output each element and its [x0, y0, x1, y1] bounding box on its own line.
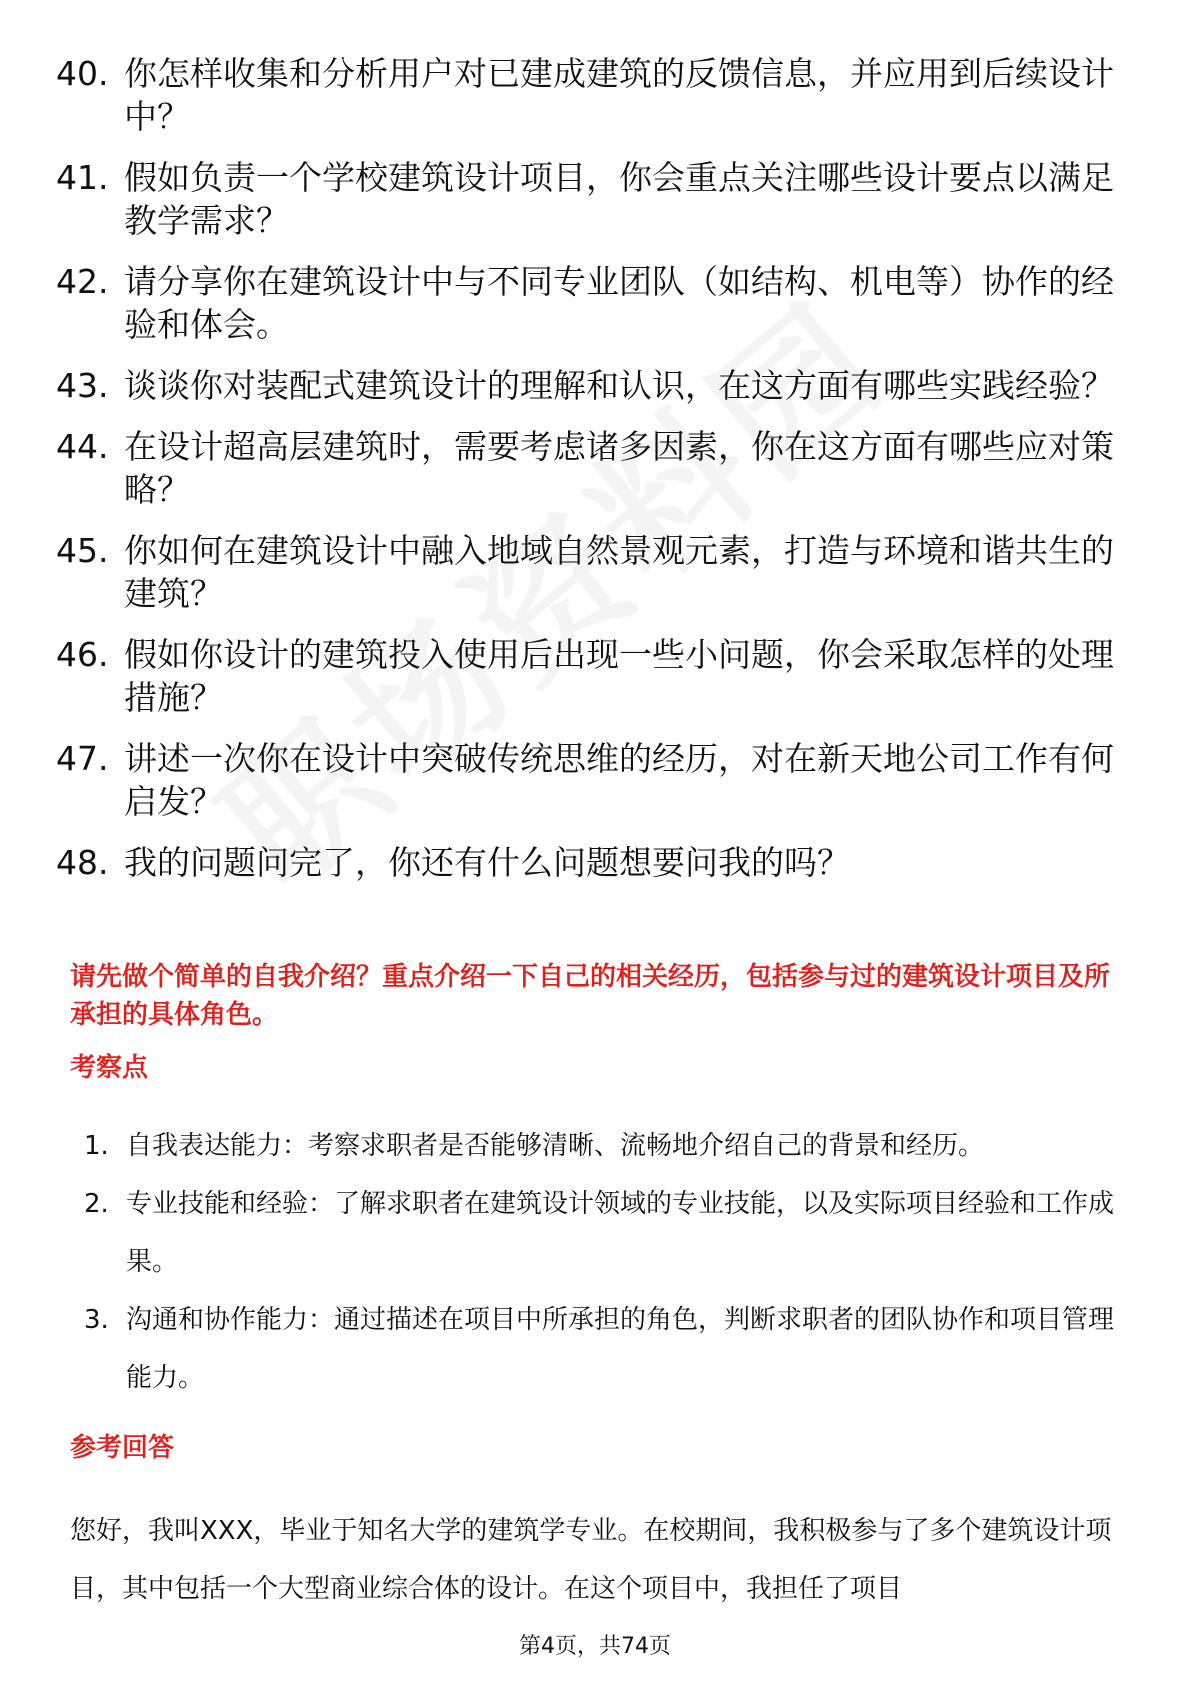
question-item [56, 52, 1126, 138]
question-item [56, 529, 1126, 615]
question-number: 43. [56, 366, 109, 405]
question-list [56, 52, 1126, 902]
question-number: 47. [56, 739, 109, 778]
list-item-number: 1. [84, 1131, 109, 1161]
question-number: 48. [56, 843, 109, 882]
question-text: 谈谈你对装配式建筑设计的理解和认识，在这方面有哪些实践经验？ [124, 366, 1114, 405]
question-item [56, 841, 1126, 884]
list-item [84, 1117, 1124, 1175]
list-item [84, 1175, 1124, 1291]
question-number: 40. [56, 54, 109, 93]
assessment-points-list [84, 1117, 1124, 1407]
question-item [56, 364, 1126, 407]
section-heading-answer: 参考回答 [70, 1433, 175, 1463]
question-item [56, 633, 1126, 719]
section-heading-points: 考察点 [70, 1053, 149, 1083]
question-text: 讲述一次你在设计中突破传统思维的经历，对在新天地公司工作有何启发？ [124, 739, 1114, 821]
question-number: 46. [56, 635, 109, 674]
question-item [56, 156, 1126, 242]
list-item-number: 2. [84, 1189, 109, 1219]
list-item [84, 1291, 1124, 1407]
list-item-text: 沟通和协作能力：通过描述在项目中所承担的角色，判断求职者的团队协作和项目管理能力。 [126, 1305, 1115, 1393]
question-text: 在设计超高层建筑时，需要考虑诸多因素，你在这方面有哪些应对策略？ [124, 427, 1114, 509]
question-text: 请分享你在建筑设计中与不同专业团队（如结构、机电等）协作的经验和体会。 [124, 262, 1114, 344]
question-text: 假如负责一个学校建筑设计项目，你会重点关注哪些设计要点以满足教学需求？ [124, 158, 1114, 240]
question-text: 我的问题问完了，你还有什么问题想要问我的吗？ [124, 843, 850, 882]
list-item-text: 自我表达能力：考察求职者是否能够清晰、流畅地介绍自己的背景和经历。 [126, 1131, 985, 1161]
question-text: 你怎样收集和分析用户对已建成建筑的反馈信息，并应用到后续设计中？ [124, 54, 1114, 136]
question-number: 42. [56, 262, 109, 301]
answer-paragraph: 您好，我叫XXX，毕业于知名大学的建筑学专业。在校期间，我积极参与了多个建筑设计项目，其中包括一个大型商业综合体的设计。在这个项目中，我担任了项目 [70, 1516, 1112, 1604]
question-item [56, 737, 1126, 823]
question-text: 你如何在建筑设计中融入地域自然景观元素，打造与环境和谐共生的建筑？ [124, 531, 1114, 613]
question-number: 45. [56, 531, 109, 570]
question-number: 44. [56, 427, 109, 466]
question-number: 41. [56, 158, 109, 197]
main-question: 请先做个简单的自我介绍？重点介绍一下自己的相关经历，包括参与过的建筑设计项目及所承担的具体角色。 [70, 962, 1111, 1030]
question-text: 假如你设计的建筑投入使用后出现一些小问题，你会采取怎样的处理措施？ [124, 635, 1114, 717]
question-item [56, 260, 1126, 346]
list-item-text: 专业技能和经验：了解求职者在建筑设计领域的专业技能，以及实际项目经验和工作成果。 [126, 1189, 1115, 1277]
list-item-number: 3. [84, 1305, 109, 1335]
question-item [56, 425, 1126, 511]
page-footer: 第4页，共74页 [519, 1634, 671, 1659]
